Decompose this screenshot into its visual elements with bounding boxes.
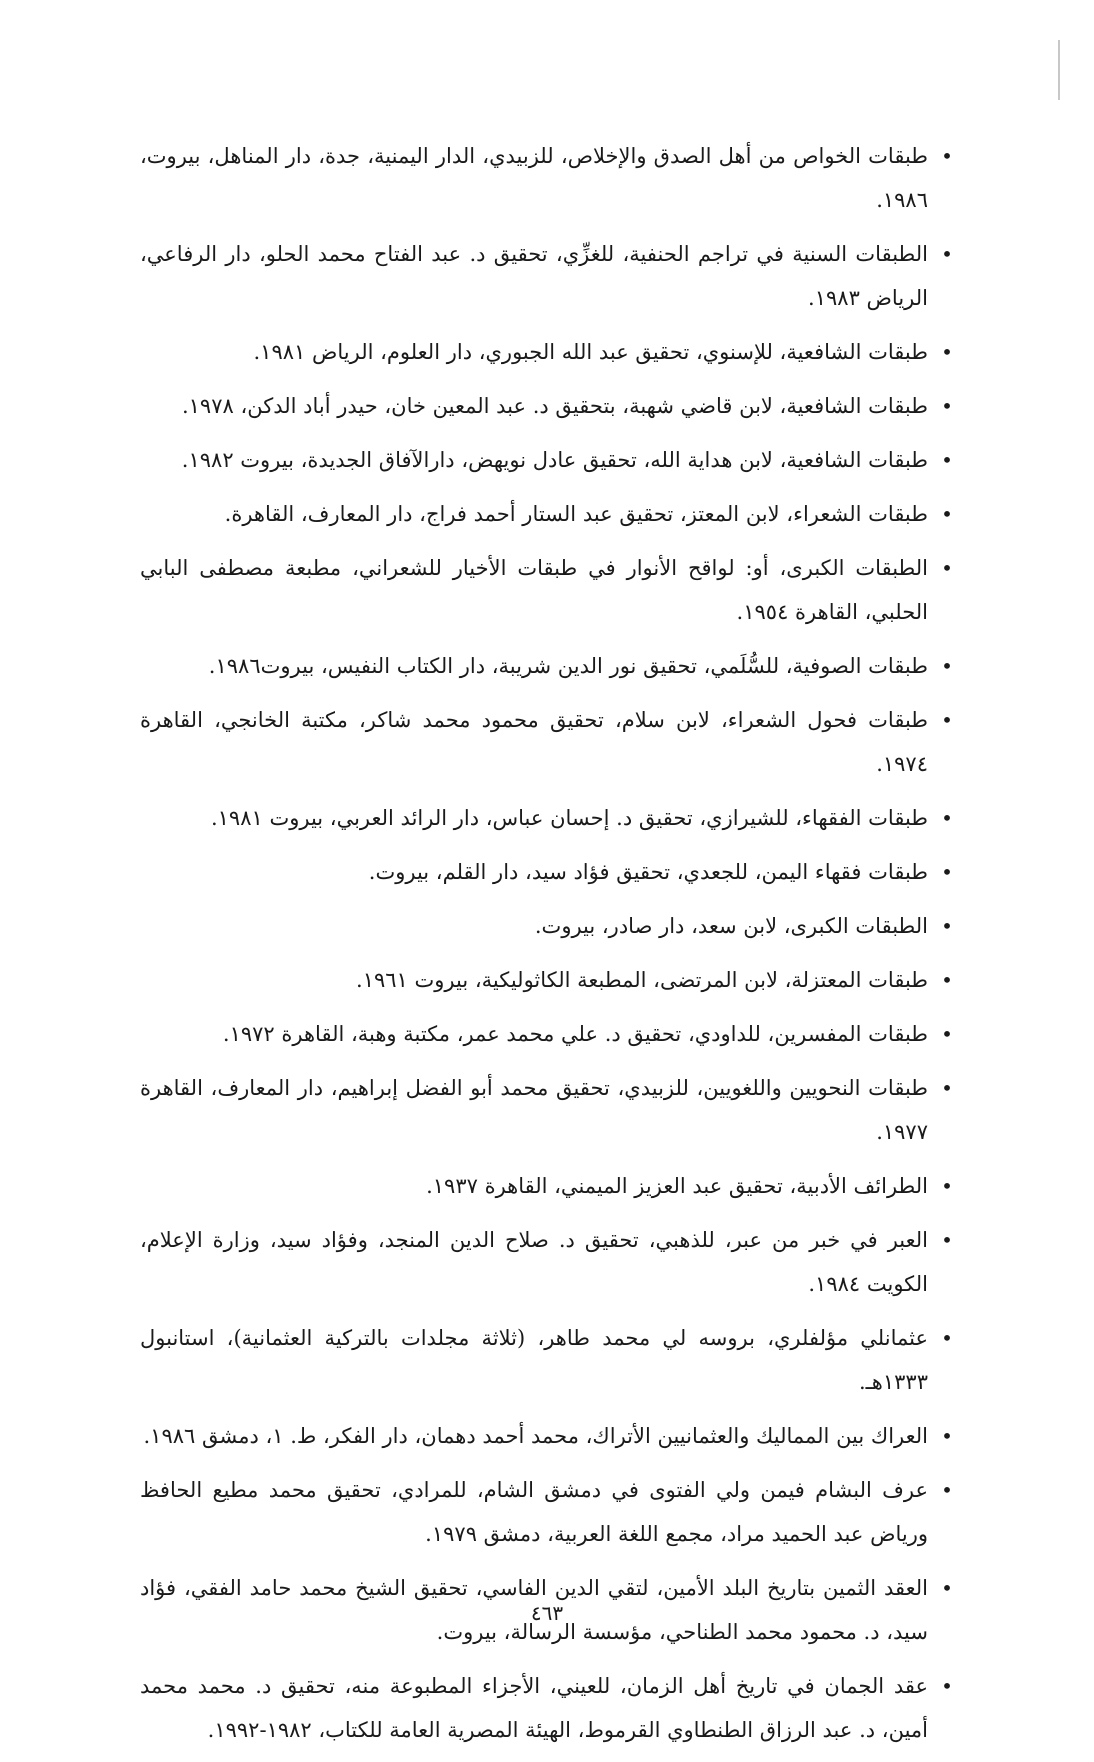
bibliography-entry bbox=[140, 546, 962, 634]
bibliography-entry bbox=[140, 134, 962, 222]
entry-text: طبقات المفسرين، للداودي، تحقيق د. علي محمد عمر، مكتبة وهبة، القاهرة ١٩٧٢. bbox=[222, 1022, 928, 1046]
bibliography-entry bbox=[140, 1218, 962, 1306]
bullet-icon: • bbox=[941, 242, 953, 266]
bullet-icon: • bbox=[941, 914, 953, 938]
entry-text: العبر في خبر من عبر، للذهبي، تحقيق د. صلاح الدين المنجد، وفؤاد سيد، وزارة الإعلام، الكويت ١٩٨٤. bbox=[140, 1228, 928, 1296]
bibliography-entry bbox=[140, 698, 962, 786]
bullet-icon: • bbox=[941, 340, 953, 364]
entry-text: طبقات الشافعية، لابن هداية الله، تحقيق عادل نويهض، دارالآفاق الجديدة، بيروت ١٩٨٢. bbox=[181, 448, 928, 472]
bullet-icon: • bbox=[941, 448, 953, 472]
bibliography-entry bbox=[140, 1468, 962, 1556]
bullet-icon: • bbox=[941, 1576, 953, 1600]
bibliography-entry bbox=[140, 1414, 962, 1458]
entry-text: طبقات الخواص من أهل الصدق والإخلاص، للزبيدي، الدار اليمنية، جدة، دار المناهل، بيروت، ١٩٨٦. bbox=[140, 144, 928, 212]
page-number: ٤٦٣ bbox=[530, 1601, 564, 1625]
bullet-icon: • bbox=[941, 144, 953, 168]
entry-text: الطرائف الأدبية، تحقيق عبد العزيز الميمني، القاهرة ١٩٣٧. bbox=[426, 1174, 928, 1198]
bibliography-entry bbox=[140, 796, 962, 840]
entry-text: عقد الجمان في تاريخ أهل الزمان، للعيني، الأجزاء المطبوعة منه، تحقيق د. محمد محمد أمين، د. عبد الرزاق الطنطاوي القرموط، الهيئة المصرية العامة للكتاب، ١٩٨٢-١٩٩٢. bbox=[140, 1674, 928, 1742]
bibliography-entry bbox=[140, 850, 962, 894]
entry-text: طبقات الشعراء، لابن المعتز، تحقيق عبد الستار أحمد فراج، دار المعارف، القاهرة. bbox=[224, 502, 928, 526]
entry-text: طبقات المعتزلة، لابن المرتضى، المطبعة الكاثوليكية، بيروت ١٩٦١. bbox=[356, 968, 928, 992]
bullet-icon: • bbox=[941, 708, 953, 732]
bullet-icon: • bbox=[941, 1424, 953, 1448]
bibliography-list bbox=[140, 134, 962, 1762]
bullet-icon: • bbox=[941, 394, 953, 418]
bibliography-entry bbox=[140, 438, 962, 482]
bibliography-entry bbox=[140, 1012, 962, 1056]
entry-text: طبقات الشافعية، لابن قاضي شهبة، بتحقيق د. عبد المعين خان، حيدر أباد الدكن، ١٩٧٨. bbox=[181, 394, 928, 418]
entry-text: طبقات فحول الشعراء، لابن سلام، تحقيق محمود محمد شاكر، مكتبة الخانجي، القاهرة ١٩٧٤. bbox=[140, 708, 928, 776]
entry-text: العراك بين المماليك والعثمانيين الأتراك، محمد أحمد دهمان، دار الفكر، ط. ١، دمشق ١٩٨٦. bbox=[143, 1424, 928, 1448]
bibliography-entry bbox=[140, 1164, 962, 1208]
bullet-icon: • bbox=[941, 1174, 953, 1198]
bibliography-entry bbox=[140, 232, 962, 320]
bullet-icon: • bbox=[941, 556, 953, 580]
bullet-icon: • bbox=[941, 1022, 953, 1046]
scan-margin-mark bbox=[1058, 40, 1060, 100]
entry-text: العقد الثمين بتاريخ البلد الأمين، لتقي الدين الفاسي، تحقيق الشيخ محمد حامد الفقي، فؤاد سيد، د. محمود محمد الطناحي، مؤسسة الرسالة، بيروت. bbox=[140, 1576, 928, 1644]
entry-text: طبقات الفقهاء، للشيرازي، تحقيق د. إحسان عباس، دار الرائد العربي، بيروت ١٩٨١. bbox=[210, 806, 928, 830]
bullet-icon: • bbox=[941, 968, 953, 992]
entry-text: طبقات الشافعية، للإسنوي، تحقيق عبد الله الجبوري، دار العلوم، الرياض ١٩٨١. bbox=[253, 340, 928, 364]
bullet-icon: • bbox=[941, 806, 953, 830]
bibliography-entry bbox=[140, 330, 962, 374]
bibliography-entry bbox=[140, 1316, 962, 1404]
bullet-icon: • bbox=[941, 502, 953, 526]
bibliography-entry bbox=[140, 492, 962, 536]
entry-text: طبقات النحويين واللغويين، للزبيدي، تحقيق محمد أبو الفضل إبراهيم، دار المعارف، القاهرة ١٩٧٧. bbox=[140, 1076, 928, 1144]
entry-text: عثمانلي مؤلفلري، بروسه لي محمد طاهر، (ثلاثة مجلدات بالتركية العثمانية)، استانبول ١٣٣٣هـ. bbox=[140, 1326, 928, 1394]
bullet-icon: • bbox=[941, 1076, 953, 1100]
bullet-icon: • bbox=[941, 654, 953, 678]
entry-text: طبقات فقهاء اليمن، للجعدي، تحقيق فؤاد سيد، دار القلم، بيروت. bbox=[368, 860, 928, 884]
bullet-icon: • bbox=[941, 860, 953, 884]
bibliography-entry bbox=[140, 958, 962, 1002]
entry-text: الطبقات السنية في تراجم الحنفية، للغزِّي، تحقيق د. عبد الفتاح محمد الحلو، دار الرفاعي، الرياض ١٩٨٣. bbox=[140, 242, 928, 310]
bibliography-entry bbox=[140, 1066, 962, 1154]
entry-text: طبقات الصوفية، للسُّلَمي، تحقيق نور الدين شريبة، دار الكتاب النفيس، بيروت١٩٨٦. bbox=[208, 654, 928, 678]
bullet-icon: • bbox=[941, 1326, 953, 1350]
bibliography-entry bbox=[140, 904, 962, 948]
bibliography-entry bbox=[140, 384, 962, 428]
bullet-icon: • bbox=[941, 1674, 953, 1698]
entry-text: الطبقات الكبرى، لابن سعد، دار صادر، بيروت. bbox=[534, 914, 928, 938]
bibliography-entry bbox=[140, 1664, 962, 1752]
bullet-icon: • bbox=[941, 1478, 953, 1502]
bullet-icon: • bbox=[941, 1228, 953, 1252]
entry-text: الطبقات الكبرى، أو: لواقح الأنوار في طبقات الأخيار للشعراني، مطبعة مصطفى البابي الحلبي، القاهرة ١٩٥٤. bbox=[140, 556, 928, 624]
entry-text: عرف البشام فيمن ولي الفتوى في دمشق الشام، للمرادي، تحقيق محمد مطيع الحافظ ورياض عبد الحميد مراد، مجمع اللغة العربية، دمشق ١٩٧٩. bbox=[140, 1478, 928, 1546]
bibliography-entry bbox=[140, 644, 962, 688]
